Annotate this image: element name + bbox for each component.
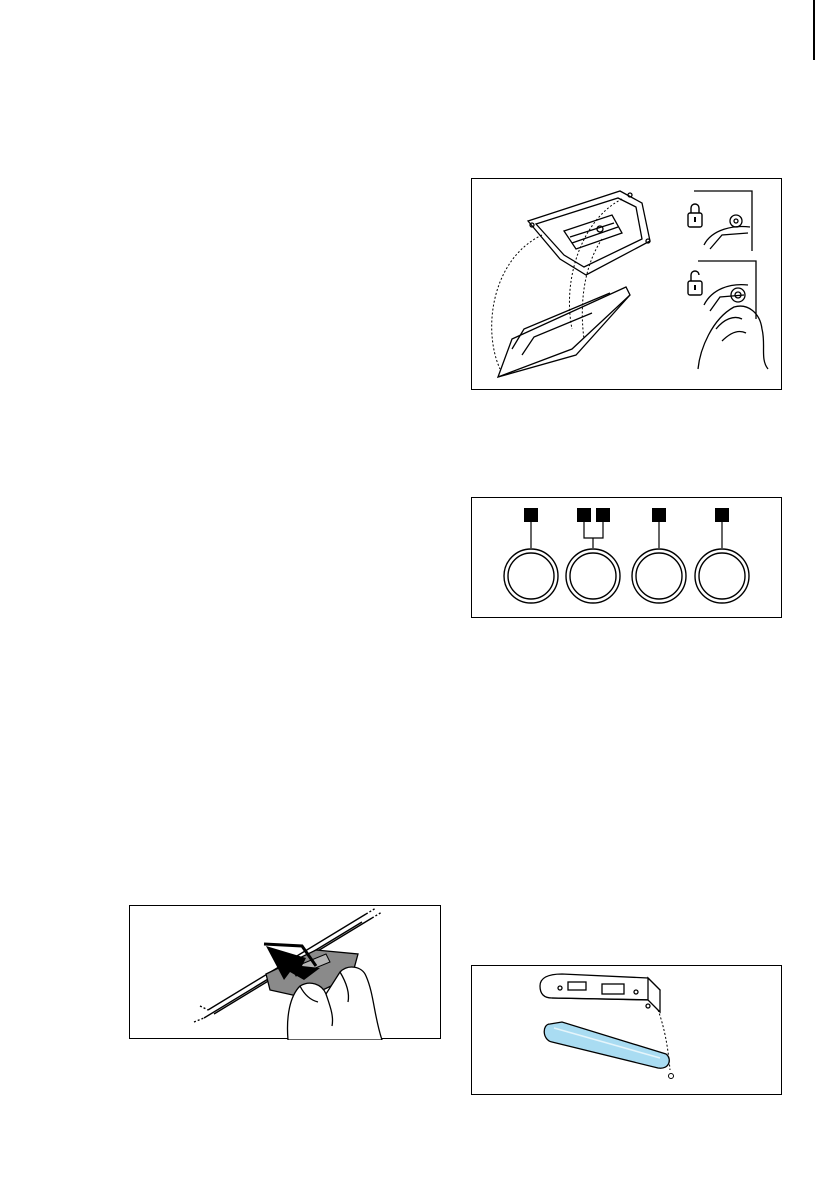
hood-frame	[528, 191, 650, 275]
lamp-glass-cover	[544, 1022, 669, 1068]
knob-marker-5	[715, 508, 729, 548]
grease-filter-panel	[498, 287, 630, 377]
control-knob-1	[504, 549, 558, 603]
lever-slide-illustration	[130, 906, 442, 1040]
filter-removal-illustration	[472, 179, 783, 391]
motion-arcs	[492, 199, 622, 369]
control-knob-3	[632, 549, 686, 603]
detail-unlocked	[698, 261, 768, 369]
lamp-cover-illustration	[472, 966, 783, 1096]
knob-marker-3	[596, 508, 610, 522]
padlock-unlocked-icon	[688, 271, 702, 295]
lever-slide-figure	[129, 905, 441, 1039]
control-knobs-illustration	[472, 498, 783, 619]
control-knob-4	[695, 549, 749, 603]
detail-locked	[694, 191, 752, 251]
filter-removal-figure	[471, 178, 782, 390]
knob-marker-1	[524, 508, 538, 548]
page-edge-marker	[813, 0, 815, 60]
lamp-housing	[540, 974, 660, 1012]
knob-marker-bracket	[584, 522, 603, 548]
control-knob-2	[566, 549, 620, 603]
lamp-cover-figure	[471, 965, 782, 1095]
padlock-locked-icon	[688, 204, 702, 227]
control-knobs-figure	[471, 497, 782, 618]
knob-marker-2	[577, 508, 591, 522]
knob-marker-4	[652, 508, 666, 548]
